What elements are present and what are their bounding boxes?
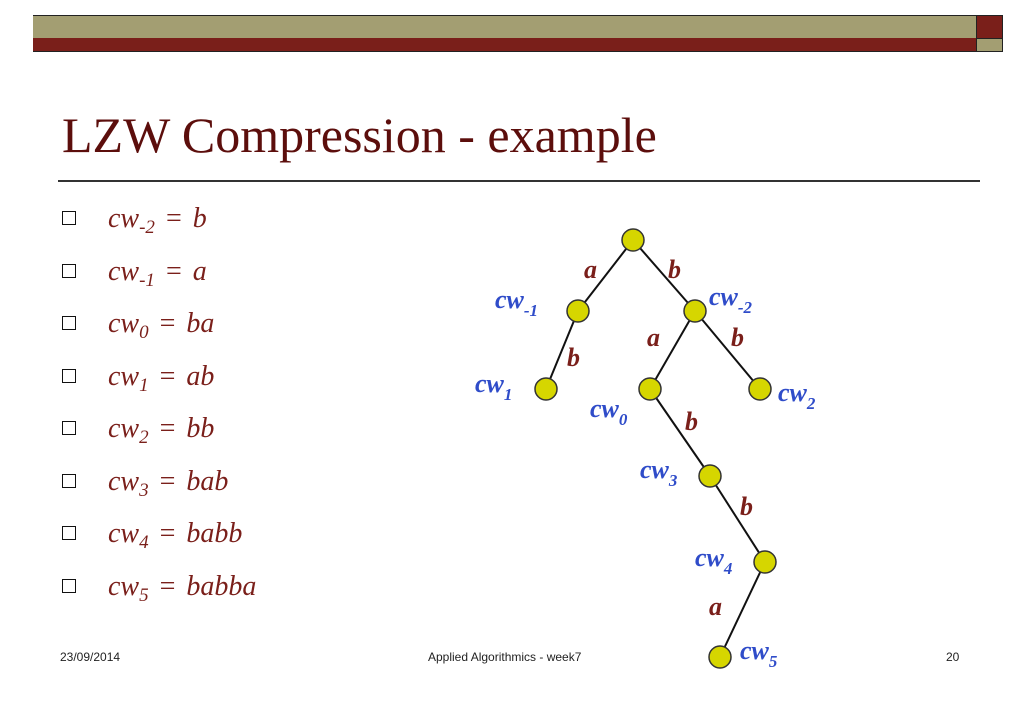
list-item: $cw_5$ = babba [62, 571, 256, 624]
list-item: $cw_{-1} = a$ [62, 256, 256, 309]
edge-label: b [567, 343, 580, 372]
node-label-cw1: $cw_1$ [475, 369, 513, 404]
trie-node-cw1 [535, 378, 557, 400]
node-label-cw-2: $cw_{-2}$ [709, 282, 753, 317]
trie-node-cw-2 [684, 300, 706, 322]
node-label-cw5: $cw_5$ [740, 636, 778, 671]
footer-course: Applied Algorithmics - week7 [428, 650, 582, 664]
node-label-cw0: $cw_0$ [590, 394, 628, 429]
trie-node-cw2 [749, 378, 771, 400]
trie-node-cw5 [709, 646, 731, 668]
trie-node-cw-1 [567, 300, 589, 322]
trie-node-cw3 [699, 465, 721, 487]
trie-node-cw4 [754, 551, 776, 573]
slide-title: LZW Compression - example [62, 107, 657, 163]
edge-label: a [584, 255, 597, 284]
footer-date: 23/09/2014 [60, 650, 121, 664]
trie-nodes [535, 229, 776, 668]
list-item: $cw_{-2} = b$ [62, 203, 256, 256]
list-item: $cw_3$ = bab [62, 466, 256, 519]
edge-label: a [709, 592, 722, 621]
list-item: $cw_2$ = bb [62, 413, 256, 466]
node-label-cw2: $cw_2$ [778, 378, 816, 413]
node-label-cw-1: $cw_{-1}$ [495, 285, 539, 320]
node-label-cw3: $cw_3$ [640, 455, 678, 490]
edge-label: b [685, 407, 698, 436]
trie-node-root [622, 229, 644, 251]
edge-root-b [633, 240, 695, 311]
edge-label: b [740, 492, 753, 521]
edge-cwm2-b [695, 311, 760, 389]
edge-label: b [731, 323, 744, 352]
list-item: $cw_4$ = babb [62, 518, 256, 571]
list-item: $cw_0$ = ba [62, 308, 256, 361]
edge-label: a [647, 323, 660, 352]
list-item: $cw_1$ = ab [62, 361, 256, 414]
edge-label: b [668, 255, 681, 284]
node-label-cw4: $cw_4$ [695, 543, 733, 578]
footer-page-number: 20 [946, 650, 960, 664]
trie-node-cw0 [639, 378, 661, 400]
